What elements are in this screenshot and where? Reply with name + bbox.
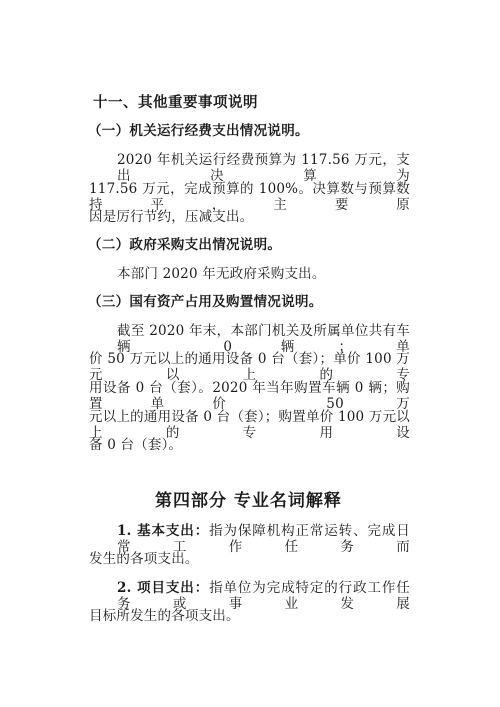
paragraph-line: 截至 2020 年末，本部门机关及所属单位共有车辆 0 辆；单 <box>117 323 410 355</box>
subsection-heading-3: （三）国有资产占用及购置情况说明。 <box>88 294 323 310</box>
definition-line: 目标所发生的各项支出。 <box>89 608 240 624</box>
definition-term: 1. 基本支出： <box>117 523 210 539</box>
paragraph-line: 117.56 万元，完成预算的 100%。决算数与预算数持平，主要原 <box>89 181 410 213</box>
subsection-heading-2: （二）政府采购支出情况说明。 <box>88 237 282 253</box>
paragraph-line: 用设备 0 台（套）。2020 年当年购置车辆 0 辆；购置单价 50 万 <box>89 380 410 412</box>
definition-text: 指为保障机构正常运转、完成日常工作任务而 <box>117 523 410 555</box>
paragraph-line: 因是厉行节约，压减支出。 <box>89 209 254 225</box>
definition-term: 2. 项目支出： <box>117 580 210 596</box>
paragraph-line: 2020 年机关运行经费预算为 117.56 万元，支出决算为 <box>117 152 410 184</box>
section-heading: 十一、其他重要事项说明 <box>93 94 258 111</box>
part-title: 第四部分 专业名词解释 <box>155 491 342 511</box>
subsection-heading-1: （一）机关运行经费支出情况说明。 <box>88 123 309 139</box>
paragraph-line: 本部门 2020 年无政府采购支出。 <box>117 266 326 282</box>
paragraph-line: 元以上的通用设备 0 台（套）；购置单价 100 万元以上的专用设 <box>89 409 410 441</box>
paragraph-line: 价 50 万元以上的通用设备 0 台（套）；单价 100 万元以上的专 <box>89 351 410 383</box>
definition-line: 发生的各项支出。 <box>89 551 199 567</box>
paragraph-line: 备 0 台（套）。 <box>89 437 183 453</box>
definition-text: 指单位为完成特定的行政工作任务或事业发展 <box>117 580 410 612</box>
